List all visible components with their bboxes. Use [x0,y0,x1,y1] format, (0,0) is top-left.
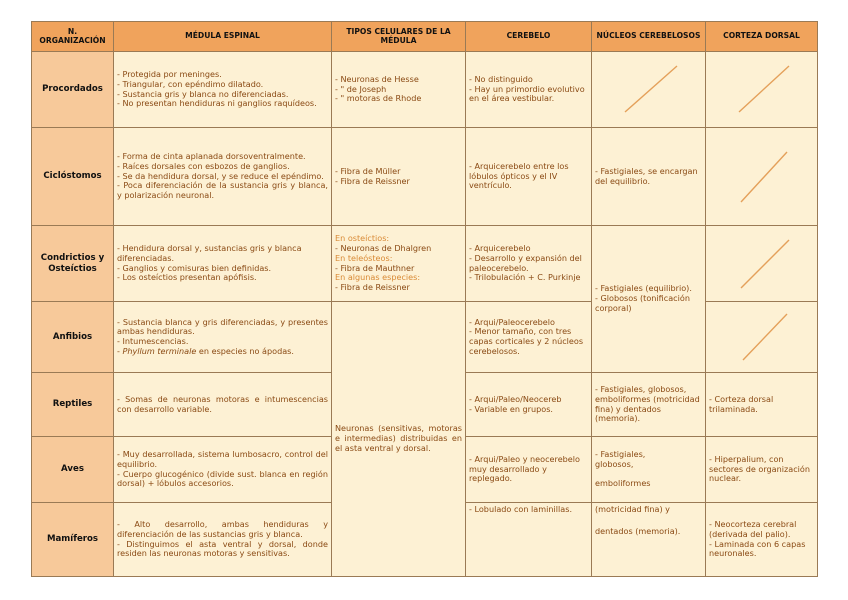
text-line: - Alto desarrollo, ambas hendiduras y diferenciación de las sustancias gris y blanca. [117,519,328,539]
header-organizacion: N. ORGANIZACIÓN [32,22,114,52]
corteza-mamiferos [706,503,818,577]
text-line: - Poca diferenciación de la sustancia gris y blanca, y polarización neuronal. [117,180,328,201]
cerebelo-condrictios [466,226,592,302]
text-line: - Arquicerebelo entre los lóbulos ópticos y el IV ventrículo. [469,160,569,191]
text-line: - Neuronas de Hesse [335,73,419,84]
text-line: (motricidad fina) y [595,504,670,514]
text-line: - Hay un primordio evolutivo en el área vestibular. [469,83,585,104]
text-line: - Fibra de Müller [335,165,401,176]
row-name-procordados: Procordados [32,52,114,128]
diagonal-slash-icon [709,228,818,299]
cerebelo-aves [466,437,592,503]
text-line: - Arquicerebelo [469,243,531,254]
cerebelo-reptiles [466,373,592,437]
text-line: - " de Joseph [335,83,387,94]
text-line: - Arqui/Paleo y neocerebelo muy desarrollado y replegado. [469,453,580,484]
text-line: - Globosos (tonificación corporal) [595,293,690,313]
corteza-anfibios-empty [706,302,818,373]
text-line: - Menor tamaño, con tres capas corticales y 2 núcleos cerebelosos. [469,326,584,356]
corteza-aves [706,437,818,503]
text-fragment: en especies no ápodas. [196,345,294,356]
medula-aves [114,437,332,503]
header-medula-espinal: MÉDULA ESPINAL [114,22,332,52]
nucleos-reptiles [592,373,706,437]
medula-ciclostomos [114,128,332,226]
nucleos-ciclostomos [592,128,706,226]
cerebelo-mamiferos [466,503,592,577]
text-line: - Fibra de Mauthner [335,262,415,273]
tipos-ciclostomos [332,128,466,226]
text-line: - Corteza dorsal trilaminada. [709,393,774,414]
text-line: - Distinguimos el asta ventral y dorsal, donde residen las neuronas motoras y sensitivas. [117,538,328,559]
text-line: - Fibra de Reissner [335,281,410,292]
row-name-anfibios: Anfibios [32,302,114,373]
text-line: - Fibra de Reissner [335,175,410,186]
text-line: - Ganglios y comisuras bien definidas. [117,262,272,273]
text-line: En algunas especies: [335,272,421,283]
cerebelo-procordados [466,52,592,128]
nucleos-procordados-empty [592,52,706,128]
text-line: - Triangular, con epéndimo dilatado. [117,78,264,89]
text-line: - Somas de neuronas motoras e intumescencias con desarrollo variable. [117,393,328,414]
medula-reptiles [114,373,332,437]
text-line: - Los osteíctios presentan apófisis. [117,272,257,283]
text-line: - Neocorteza cerebral (derivada del palio). [709,519,797,539]
text-line: - Intumescencias. [117,336,189,346]
text-line: - Cuerpo glucogénico (divide sust. blanca en región dorsal) + lóbulos accesorios. [117,468,328,489]
text-line: - Hendidura dorsal y, sustancias gris y blanca diferenciadas. [117,243,302,263]
diagonal-slash-icon [709,304,818,370]
corteza-reptiles [706,373,818,437]
text-fragment: - [117,345,123,356]
text-line: - Neuronas de Dhalgren [335,243,432,254]
text-line: - Sustancia blanca y gris diferenciadas, y presentes ambas hendiduras. [117,316,328,337]
header-cerebelo: CEREBELO [466,22,592,52]
text-line: - Muy desarrollada, sistema lumbosacro, control del equilibrio. [117,449,328,469]
text-line: - Lobulado con laminillas. [469,504,573,514]
row-name-mamiferos: Mamíferos [32,503,114,577]
header-corteza-dorsal: CORTEZA DORSAL [706,22,818,52]
text-line: - No distinguido [469,73,533,84]
text-line: En osteíctios: [335,233,390,244]
cerebelo-ciclostomos [466,128,592,226]
row-name-ciclostomos: Ciclóstomos [32,128,114,226]
text-line: - Raíces dorsales con esbozos de ganglios. [117,160,290,171]
text-line: - Hiperpalium, con sectores de organización nuclear. [709,453,810,484]
text-line: - Fastigiales, se encargan del equilibrio. [595,165,698,186]
medula-condrictios [114,226,332,302]
corteza-ciclostomos-empty [706,128,818,226]
tipos-reptiles-mamiferos [332,302,466,577]
text-line [117,347,328,357]
nucleos-aves [592,437,706,503]
text-line: - Se da hendidura dorsal, y se reduce el epéndimo. [117,170,324,181]
cerebelo-anfibios [466,302,592,373]
tipos-condrictios [332,226,466,302]
medula-anfibios [114,302,332,373]
text-line: globosos, [595,458,634,469]
nucleos-mamiferos [592,503,706,577]
text-line: - Arqui/Paleocerebelo [469,316,555,327]
diagonal-slash-icon [709,54,818,125]
nucleos-condrictios-anfibios [592,226,706,373]
text-fragment-italic: Phyllum terminale [122,345,197,356]
comparison-table [31,21,818,577]
table-row [32,226,818,302]
text-line: dentados (memoria). [595,525,681,536]
table-row [32,52,818,128]
text-line: - Variable en grupos. [469,403,553,414]
text-line: Neuronas (sensitivas, motoras e intermedias) distribuidas en el asta ventral y dorsal. [335,423,462,453]
row-name-aves: Aves [32,437,114,503]
header-nucleos-cerebelosos: NÚCLEOS CEREBELOSOS [592,22,706,52]
text-line: - Desarrollo y expansión del paleocerebelo. [469,252,582,273]
text-line: - Fastigiales, globosos, emboliformes (motricidad fina) y dentados (memoria). [595,384,700,424]
header-tipos-celulares: TIPOS CELULARES DE LA MÉDULA [332,22,466,52]
text-line: - No presentan hendiduras ni ganglios raquídeos. [117,98,317,109]
table-row [32,128,818,226]
row-name-reptiles: Reptiles [32,373,114,437]
medula-mamiferos [114,503,332,577]
corteza-procordados-empty [706,52,818,128]
text-line: En teleósteos: [335,252,393,263]
corteza-condrictios-empty [706,226,818,302]
tipos-procordados [332,52,466,128]
text-line: - Sustancia gris y blanca no diferenciadas. [117,88,289,99]
text-line: - Protegida por meninges. [117,69,222,80]
text-line: emboliformes [595,478,651,489]
text-line: - Arqui/Paleo/Neocereb [469,393,562,404]
header-row [32,22,818,52]
text-line: - Fastigiales, [595,448,646,459]
row-name-condrictios: Condrictios y Osteíctios [32,226,114,302]
text-line: - Fastigiales (equilibrio). [595,283,692,294]
diagonal-slash-icon [595,54,706,125]
medula-procordados [114,52,332,128]
text-line: - Trilobulación + C. Purkinje [469,272,581,283]
text-line: - " motoras de Rhode [335,93,422,104]
text-line: - Forma de cinta aplanada dorsoventralmente. [117,151,306,162]
text-line: - Laminada con 6 capas neuronales. [709,538,806,559]
diagonal-slash-icon [709,130,818,223]
